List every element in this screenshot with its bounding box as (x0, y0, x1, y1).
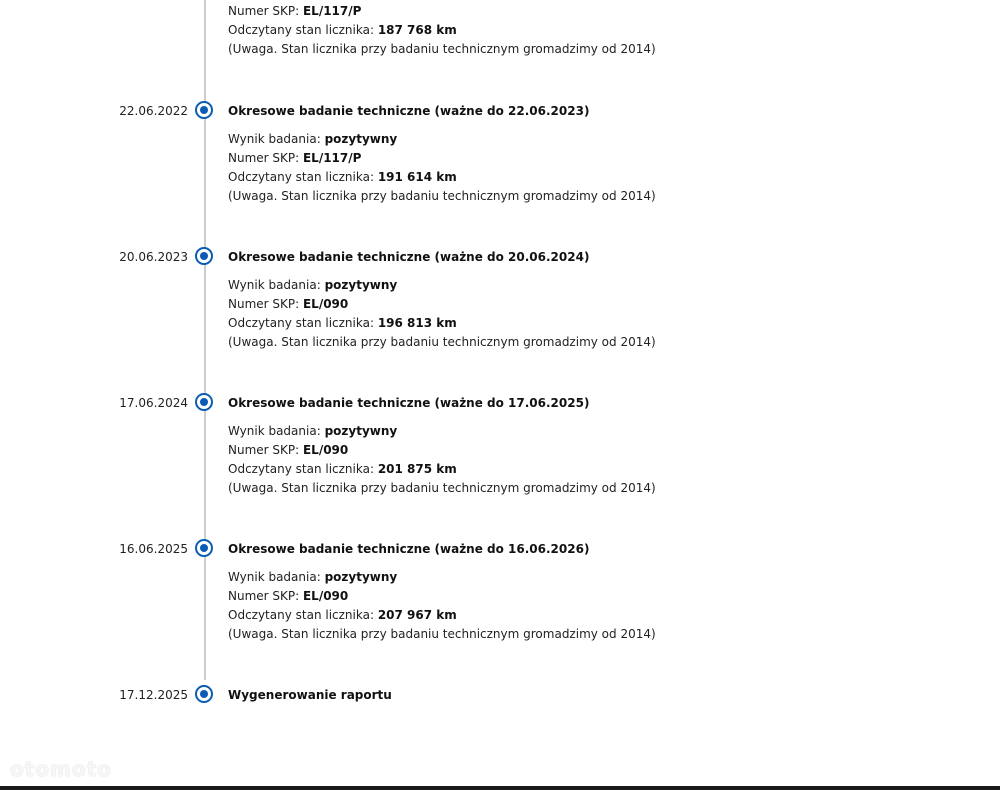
event-details (228, 422, 656, 498)
result-label: Wynik badania: (228, 570, 325, 584)
odometer-row (228, 606, 656, 625)
odometer-note: (Uwaga. Stan licznika przy badaniu technicznym gromadzimy od 2014) (228, 42, 656, 56)
timeline-dot-icon (195, 685, 213, 703)
odometer-note: (Uwaga. Stan licznika przy badaniu technicznym gromadzimy od 2014) (228, 189, 656, 203)
odometer-value: 201 875 km (377, 462, 457, 476)
skp-value: EL/117/P (302, 4, 362, 18)
skp-row (228, 587, 656, 606)
event-details (228, 2, 656, 59)
odometer-value: 196 813 km (377, 316, 457, 330)
skp-row (228, 441, 656, 460)
result-label: Wynik badania: (228, 424, 325, 438)
skp-value: EL/117/P (302, 151, 362, 165)
odometer-row (228, 168, 656, 187)
skp-row (228, 2, 656, 21)
skp-value: EL/090 (302, 443, 349, 457)
result-row (228, 568, 656, 587)
event-date: 17.06.2024 (119, 396, 188, 410)
event-title: Okresowe badanie techniczne (ważne do 17.06.2025) (228, 396, 590, 410)
watermark-logo: otomoto (10, 757, 112, 781)
event-title: Okresowe badanie techniczne (ważne do 22.06.2023) (228, 104, 590, 118)
bottom-border (0, 786, 1000, 790)
skp-value: EL/090 (302, 589, 349, 603)
result-row (228, 276, 656, 295)
odometer-value: 191 614 km (377, 170, 457, 184)
odometer-label: Odczytany stan licznika: (228, 462, 378, 476)
odometer-value: 187 768 km (377, 23, 457, 37)
result-value: pozytywny (324, 278, 398, 292)
timeline-dot-icon (195, 247, 213, 265)
event-title: Wygenerowanie raportu (228, 688, 392, 702)
event-title: Okresowe badanie techniczne (ważne do 16.06.2026) (228, 542, 590, 556)
skp-label: Numer SKP: (228, 297, 303, 311)
timeline-dot-icon (195, 539, 213, 557)
odometer-note: (Uwaga. Stan licznika przy badaniu technicznym gromadzimy od 2014) (228, 627, 656, 641)
result-row (228, 422, 656, 441)
skp-label: Numer SKP: (228, 589, 303, 603)
result-label: Wynik badania: (228, 132, 325, 146)
odometer-label: Odczytany stan licznika: (228, 608, 378, 622)
odometer-note: (Uwaga. Stan licznika przy badaniu technicznym gromadzimy od 2014) (228, 481, 656, 495)
odometer-label: Odczytany stan licznika: (228, 316, 378, 330)
timeline-dot-icon (195, 393, 213, 411)
event-details (228, 568, 656, 644)
odometer-value: 207 967 km (377, 608, 457, 622)
result-label: Wynik badania: (228, 278, 325, 292)
skp-label: Numer SKP: (228, 151, 303, 165)
result-value: pozytywny (324, 570, 398, 584)
event-date: 16.06.2025 (119, 542, 188, 556)
event-date: 22.06.2022 (119, 104, 188, 118)
result-value: pozytywny (324, 424, 398, 438)
skp-label: Numer SKP: (228, 4, 303, 18)
event-title: Okresowe badanie techniczne (ważne do 20.06.2024) (228, 250, 590, 264)
skp-row (228, 295, 656, 314)
result-value: pozytywny (324, 132, 398, 146)
odometer-row (228, 314, 656, 333)
timeline-dot-icon (195, 101, 213, 119)
event-details (228, 130, 656, 206)
odometer-label: Odczytany stan licznika: (228, 23, 378, 37)
odometer-row (228, 460, 656, 479)
odometer-label: Odczytany stan licznika: (228, 170, 378, 184)
odometer-row (228, 21, 656, 40)
event-details (228, 276, 656, 352)
odometer-note: (Uwaga. Stan licznika przy badaniu technicznym gromadzimy od 2014) (228, 335, 656, 349)
event-date: 20.06.2023 (119, 250, 188, 264)
event-date: 17.12.2025 (119, 688, 188, 702)
result-row (228, 130, 656, 149)
skp-label: Numer SKP: (228, 443, 303, 457)
skp-row (228, 149, 656, 168)
skp-value: EL/090 (302, 297, 349, 311)
